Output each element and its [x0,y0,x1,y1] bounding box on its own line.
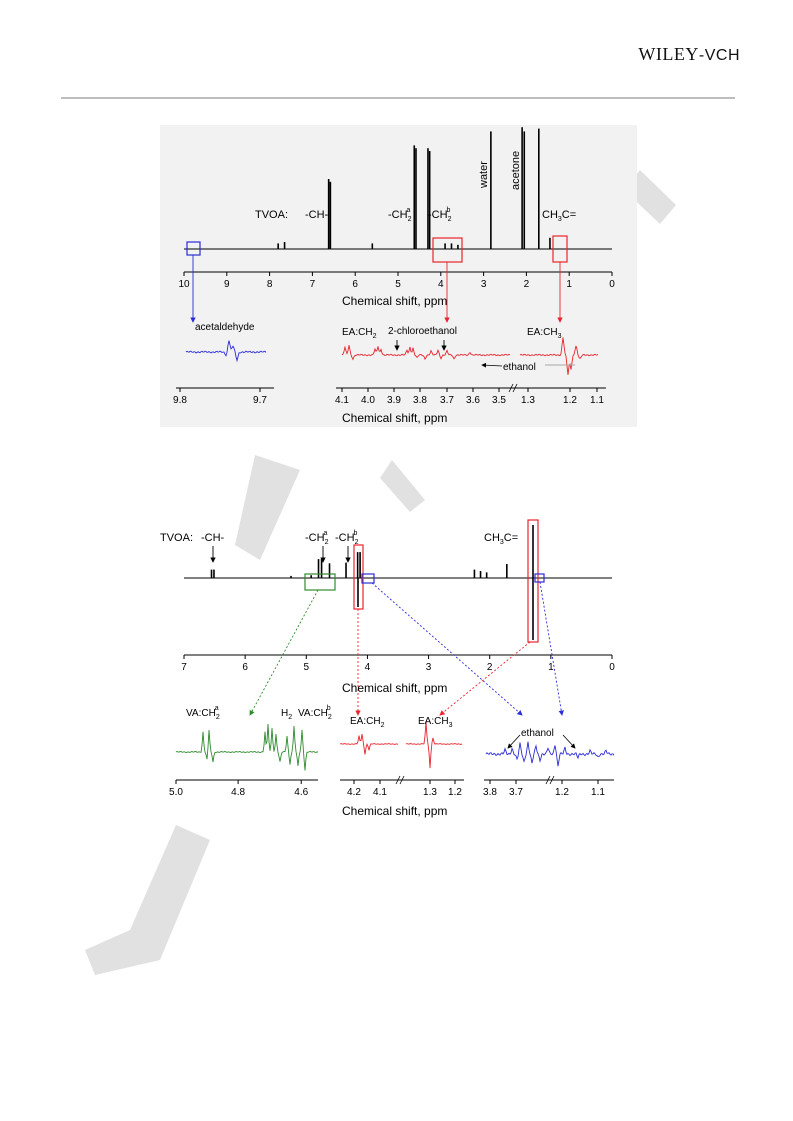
top-main-xlabel: Chemical shift, ppm [342,294,448,308]
x-tick-label: 3.8 [483,787,497,798]
x-tick-label: 6 [242,662,248,673]
top-label-ea-ch3: $EA:CH_3$ [527,327,562,340]
top-label-ch2b: $-CH_2b$ [428,207,452,223]
x-tick-label: 1.1 [590,395,604,406]
x-tick-label: 1.1 [591,787,605,798]
bottom-label-ch3c: $CH_3C=$ [484,532,519,546]
bottom-link-green [250,590,318,715]
bottom-main-axis [181,655,615,673]
top-label-tvoa: TVOA: [255,209,289,221]
x-tick-label: 3 [425,662,432,673]
x-tick-label: 3.9 [387,395,401,406]
x-tick-label: 4.0 [361,395,375,406]
x-tick-label: 9 [224,279,230,290]
x-tick-label: 5 [395,279,401,290]
top-label-chloroethanol: 2-chloroethanol [388,326,457,337]
bottom-label-ethanol: ethanol [521,728,554,739]
x-tick-label: 4 [438,279,444,290]
x-tick-label: 9.7 [253,395,267,406]
x-tick-label: 4.8 [231,787,246,798]
x-tick-label: 1.3 [521,395,535,406]
x-tick-label: 1 [548,662,554,673]
x-tick-label: 5 [303,662,310,673]
x-tick-label: 3.7 [509,787,523,798]
top-label-ea-ch2: $EA:CH_2$ [342,327,377,340]
bottom-label-ch2b: $-CH_2b$ [335,530,359,546]
inset-trace [340,734,398,754]
bottom-link-blue-2 [540,582,562,715]
x-tick-label: 7 [309,279,316,290]
bottom-arrow-ethanol-1 [508,735,520,748]
top-label-ch: -CH- [305,209,329,221]
bottom-inset-ethyl-acetate [340,722,464,798]
publisher-logo: WILEY-VCH [638,44,740,64]
x-tick-label: 4.6 [294,787,309,798]
x-tick-label: 1.2 [563,395,577,406]
x-tick-label: 3.7 [440,395,454,406]
bottom-link-red-2 [440,642,530,715]
x-tick-label: 4.1 [373,787,387,798]
bottom-arrow-ethanol-2 [563,735,575,748]
bottom-link-blue-1 [372,583,522,715]
bottom-label-ch2a: $-CH_2a$ [305,530,329,546]
x-tick-label: 9.8 [173,395,187,406]
bottom-label-tvoa: TVOA: [160,532,194,544]
x-tick-label: 2 [486,662,493,673]
bottom-label-ea-ch2: $EA:CH_2$ [350,716,385,729]
top-label-water: water [478,161,490,188]
top-label-ch3c: $CH_3C=$ [542,209,577,223]
watermark-stroke [85,825,210,975]
x-tick-label: 1.2 [555,787,569,798]
x-tick-label: 4.1 [335,395,349,406]
bottom-inset-ethanol [483,742,614,798]
x-tick-label: 8 [266,279,273,290]
bottom-label-va-b: $VA:CH_2b$ [298,705,332,721]
inset-trace [406,722,462,768]
x-tick-label: 4.2 [347,787,361,798]
bottom-main-xlabel: Chemical shift, ppm [342,681,448,695]
x-tick-label: 3.8 [413,395,427,406]
bottom-inset-vinyl-acetate [169,724,318,798]
x-tick-label: 3.5 [492,395,506,406]
bottom-label-ea-ch3: $EA:CH_3$ [418,716,453,729]
x-tick-label: 7 [181,662,187,673]
x-tick-label: 10 [178,279,190,290]
bottom-label-va-a: $VA:CH_2a$ [186,705,220,721]
bottom-label-ch: -CH- [201,532,225,544]
x-tick-label: 0 [609,279,615,290]
bottom-inset-xlabel: Chemical shift, ppm [342,804,448,818]
x-tick-label: 0 [609,662,615,673]
bottom-box-vinyl-acetate [305,574,335,590]
top-inset-xlabel: Chemical shift, ppm [342,411,448,425]
inset-trace [176,724,318,770]
bottom-label-h2: $H_2$ [281,708,293,721]
x-tick-label: 4 [364,662,371,673]
x-tick-label: 3.6 [466,395,480,406]
top-label-ch2a: $-CH_2a$ [388,207,412,223]
x-tick-label: 1.3 [423,787,437,798]
top-label-ethanol: ethanol [503,362,536,373]
top-label-acetaldehyde: acetaldehyde [195,322,255,333]
x-tick-label: 6 [352,279,358,290]
x-tick-label: 5.0 [169,787,183,798]
x-tick-label: 1 [566,279,572,290]
watermark-stroke [380,460,425,512]
watermark-stroke [235,455,300,560]
x-tick-label: 3 [480,279,487,290]
top-label-acetone: acetone [510,150,522,190]
x-tick-label: 1.2 [448,787,462,798]
x-tick-label: 2 [523,279,530,290]
inset-trace [486,742,614,766]
